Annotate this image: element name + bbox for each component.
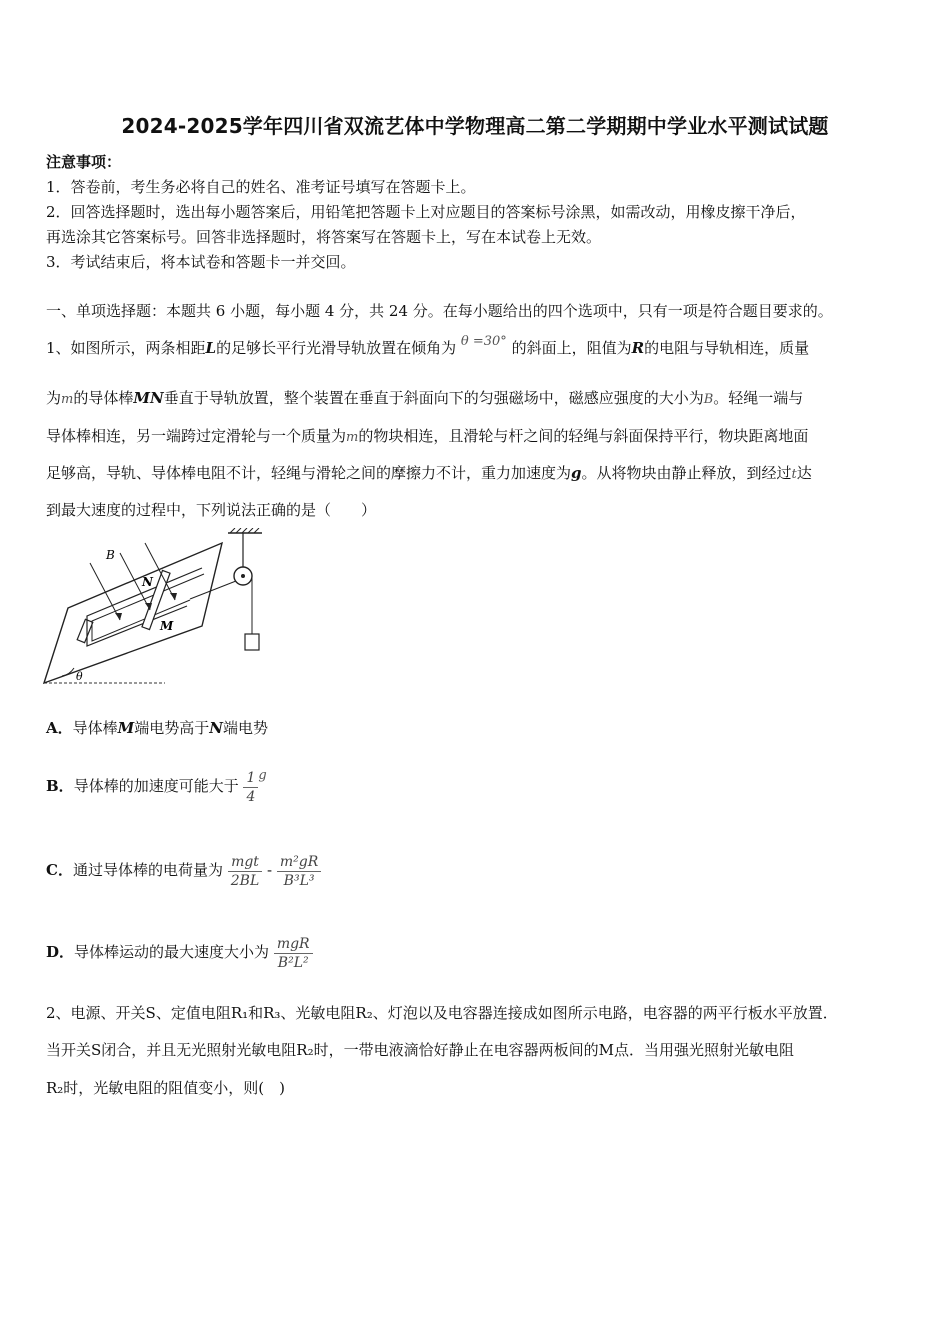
theta-expression: θ =30°: [460, 334, 507, 349]
option-c[interactable]: C．通过导体棒的电荷量为 $\frac{\text{mgt}}{2BL}$ - $\frac{\text{m²gR}}{\text{B³L³}}$: [46, 834, 321, 906]
q2-line-3: R₂时，光敏电阻的阻值变小，则( ): [46, 1079, 286, 1097]
n-label: N: [142, 575, 153, 589]
page-title: 2024-2025学年四川省双流艺体中学物理高二第二学期期中学业水平测试试题: [121, 114, 829, 138]
option-b[interactable]: B．导体棒的加速度可能大于 $\frac{1}{4}$ g: [46, 768, 267, 805]
q1-line-5: 到最大速度的过程中，下列说法正确的是（ ）: [46, 501, 377, 519]
fraction-max-velocity: $\frac{\text{mgR}}{\text{B²L²}}$: [274, 935, 313, 972]
fraction-quarter: $\frac{1}{4}$: [243, 769, 258, 806]
theta-label: θ: [76, 670, 83, 683]
incline-rail-figure: [40, 528, 280, 693]
q1-line-1: 1、如图所示，两条相距L的足够长平行光滑导轨放置在倾角为 θ =30° 的斜面上，阻值为R的电阻与导轨相连，质量: [46, 334, 810, 357]
q1-line-3: 导体棒相连，另一端跨过定滑轮与一个质量为m的物块相连，且滑轮与杆之间的轻绳与斜面保持平行，物块距离地面: [46, 427, 809, 445]
notice-item: 3．考试结束后，将本试卷和答题卡一并交回。: [46, 253, 356, 271]
m-label: M: [160, 619, 174, 633]
section-heading: 一、单项选择题：本题共 6 小题，每小题 4 分，共 24 分。在每小题给出的四个选项中，只有一项是符合题目要求的。: [46, 302, 833, 320]
fraction-charge-1: $\frac{\text{mgt}}{2BL}$: [228, 853, 263, 890]
q1-line-4: 足够高，导轨、导体棒电阻不计，轻绳与滑轮之间的摩擦力不计，重力加速度为g。从将物块由静止释放，到经过t达: [46, 464, 812, 482]
b-label: B: [106, 548, 115, 562]
fraction-charge-2: $\frac{\text{m²gR}}{\text{B³L³}}$: [277, 853, 321, 890]
q1-line-2: 为m的导体棒MN垂直于导轨放置，整个装置在垂直于斜面向下的匀强磁场中，磁感应强度的大小为B。轻绳一端与: [46, 389, 804, 407]
notice-item: 2．回答选择题时，选出每小题答案后，用铅笔把答题卡上对应题目的答案标号涂黑，如需改动，用橡皮擦干净后，: [46, 203, 806, 221]
notice-item: 再选涂其它答案标号。回答非选择题时，将答案写在答题卡上，写在本试卷上无效。: [46, 228, 602, 246]
notice-heading: 注意事项：: [46, 153, 122, 171]
notice-item: 1．答卷前，考生务必将自己的姓名、准考证号填写在答题卡上。: [46, 178, 476, 196]
option-a[interactable]: A．导体棒M端电势高于N端电势: [46, 719, 269, 737]
q2-line-1: 2、电源、开关S、定值电阻R₁和R₃、光敏电阻R₂、灯泡以及电容器连接成如图所示电路，电容器的两平行板水平放置．: [46, 1004, 838, 1022]
option-d[interactable]: D．导体棒运动的最大速度大小为 $\frac{\text{mgR}}{\text{B²L²}}$: [46, 916, 313, 988]
q2-line-2: 当开关S闭合，并且无光照射光敏电阻R₂时，一带电液滴恰好静止在电容器两板间的M点．当用强光照射光敏电阻: [46, 1041, 794, 1059]
